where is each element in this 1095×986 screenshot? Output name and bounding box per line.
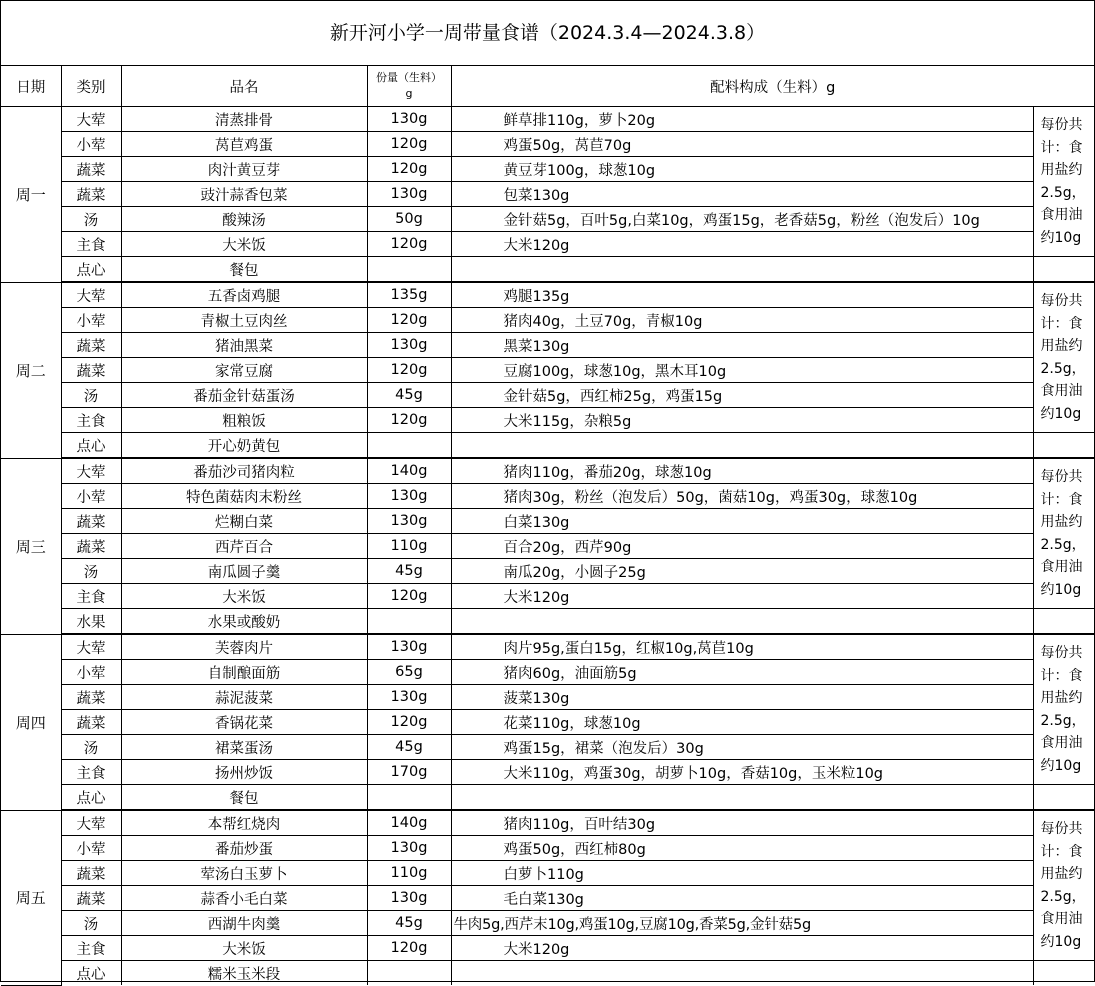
category-cell: 大荤 <box>61 634 121 660</box>
dish-cell: 番茄炒蛋 <box>121 836 367 861</box>
dish-cell: 五香卤鸡腿 <box>121 282 367 308</box>
table-row <box>1 886 1094 911</box>
category-cell: 主食 <box>61 408 121 433</box>
header-date: 日期 <box>1 66 61 107</box>
dish-cell: 大米饭 <box>121 936 367 961</box>
category-cell: 主食 <box>61 232 121 257</box>
quantity-cell: 120g <box>367 132 451 157</box>
category-cell: 点心 <box>61 785 121 811</box>
quantity-cell: 45g <box>367 559 451 584</box>
quantity-cell <box>367 785 451 811</box>
ingredients-cell <box>451 785 1033 811</box>
quantity-cell: 50g <box>367 207 451 232</box>
quantity-cell: 110g <box>367 861 451 886</box>
table-row <box>1 182 1094 207</box>
category-cell: 蔬菜 <box>61 358 121 383</box>
quantity-cell <box>367 433 451 459</box>
table-row <box>1 383 1094 408</box>
table-row <box>1 132 1094 157</box>
dish-cell: 粗粮饭 <box>121 408 367 433</box>
dish-cell: 大米饭 <box>121 232 367 257</box>
dish-cell: 青椒土豆肉丝 <box>121 308 367 333</box>
header-quantity-line2: g <box>405 87 413 100</box>
dish-cell: 裙菜蛋汤 <box>121 735 367 760</box>
quantity-cell <box>367 257 451 283</box>
ingredients-cell: 豆腐100g，球葱10g，黑木耳10g <box>451 358 1033 383</box>
table-row <box>1 157 1094 182</box>
dish-cell: 香锅花菜 <box>121 710 367 735</box>
dish-cell: 西湖牛肉羹 <box>121 911 367 936</box>
quantity-cell: 130g <box>367 107 451 132</box>
table-row <box>1 660 1094 685</box>
category-cell: 蔬菜 <box>61 685 121 710</box>
quantity-cell: 65g <box>367 660 451 685</box>
quantity-cell: 130g <box>367 333 451 358</box>
ingredients-cell: 毛白菜130g <box>451 886 1033 911</box>
ingredients-cell: 大米120g <box>451 936 1033 961</box>
ingredients-cell: 大米115g，杂粮5g <box>451 408 1033 433</box>
header-dish: 品名 <box>121 66 367 107</box>
dish-cell: 清蒸排骨 <box>121 107 367 132</box>
ingredients-cell: 南瓜20g，小圆子25g <box>451 559 1033 584</box>
ingredients-cell: 猪肉110g，番茄20g，球葱10g <box>451 458 1033 484</box>
dish-cell: 番茄金针菇蛋汤 <box>121 383 367 408</box>
category-cell: 水果 <box>61 609 121 635</box>
page-title: 新开河小学一周带量食谱（2024.3.4—2024.3.8） <box>1 1 1094 66</box>
category-cell: 点心 <box>61 257 121 283</box>
quantity-cell: 120g <box>367 232 451 257</box>
quantity-cell: 45g <box>367 735 451 760</box>
dish-cell: 猪油黑菜 <box>121 333 367 358</box>
table-row <box>1 232 1094 257</box>
dish-cell: 蒜香小毛白菜 <box>121 886 367 911</box>
category-cell: 蔬菜 <box>61 182 121 207</box>
table-row <box>1 559 1094 584</box>
ingredients-cell <box>451 609 1033 635</box>
category-cell: 蔬菜 <box>61 157 121 182</box>
quantity-cell: 130g <box>367 836 451 861</box>
ingredients-cell: 大米120g <box>451 584 1033 609</box>
quantity-cell: 45g <box>367 383 451 408</box>
category-cell: 蔬菜 <box>61 861 121 886</box>
quantity-cell: 130g <box>367 634 451 660</box>
ingredients-cell <box>451 433 1033 459</box>
quantity-cell: 135g <box>367 282 451 308</box>
seasoning-note: 每份共计：食用盐约2.5g，食用油约10g <box>1033 634 1094 785</box>
category-cell: 蔬菜 <box>61 710 121 735</box>
ingredients-cell: 黄豆芽100g，球葱10g <box>451 157 1033 182</box>
table-row <box>1 458 1094 484</box>
table-row <box>1 408 1094 433</box>
ingredients-cell: 金针菇5g，百叶5g,白菜10g，鸡蛋15g，老香菇5g，粉丝（泡发后）10g <box>451 207 1033 232</box>
category-cell: 汤 <box>61 559 121 584</box>
day-cell: 周四 <box>1 634 61 810</box>
quantity-cell <box>367 609 451 635</box>
quantity-cell: 120g <box>367 358 451 383</box>
category-cell: 蔬菜 <box>61 509 121 534</box>
header-category: 类别 <box>61 66 121 107</box>
table-row <box>1 861 1094 886</box>
table-row <box>1 433 1094 459</box>
quantity-cell: 130g <box>367 509 451 534</box>
ingredients-cell <box>451 257 1033 283</box>
quantity-cell: 120g <box>367 308 451 333</box>
quantity-cell: 120g <box>367 936 451 961</box>
table-row <box>1 685 1094 710</box>
day-cell: 周一 <box>1 107 61 283</box>
table-row <box>1 484 1094 509</box>
ingredients-cell: 菠菜130g <box>451 685 1033 710</box>
table-row <box>1 961 1094 986</box>
ingredients-cell: 黑菜130g <box>451 333 1033 358</box>
seasoning-note: 每份共计：食用盐约2.5g，食用油约10g <box>1033 282 1094 433</box>
quantity-cell: 130g <box>367 685 451 710</box>
ingredients-cell: 鸡腿135g <box>451 282 1033 308</box>
ingredients-cell: 金针菇5g，西红柿25g，鸡蛋15g <box>451 383 1033 408</box>
category-cell: 主食 <box>61 760 121 785</box>
ingredients-cell: 肉片95g,蛋白15g，红椒10g,莴苣10g <box>451 634 1033 660</box>
ingredients-cell: 百合20g，西芹90g <box>451 534 1033 559</box>
quantity-cell: 120g <box>367 584 451 609</box>
dish-cell: 酸辣汤 <box>121 207 367 232</box>
dish-cell: 家常豆腐 <box>121 358 367 383</box>
ingredients-cell: 鸡蛋50g，西红柿80g <box>451 836 1033 861</box>
ingredients-cell: 白菜130g <box>451 509 1033 534</box>
note-empty-cell <box>1033 785 1094 811</box>
category-cell: 主食 <box>61 936 121 961</box>
seasoning-note: 每份共计：食用盐约2.5g，食用油约10g <box>1033 107 1094 257</box>
dish-cell: 餐包 <box>121 257 367 283</box>
day-cell: 周三 <box>1 458 61 634</box>
menu-table <box>1 66 1094 986</box>
seasoning-note: 每份共计：食用盐约2.5g，食用油约10g <box>1033 458 1094 609</box>
ingredients-cell: 大米120g <box>451 232 1033 257</box>
header-ingredients: 配料构成（生料）g <box>451 66 1094 107</box>
dish-cell: 番茄沙司猪肉粒 <box>121 458 367 484</box>
table-header-row <box>1 66 1094 107</box>
quantity-cell: 120g <box>367 408 451 433</box>
table-row <box>1 509 1094 534</box>
table-row <box>1 735 1094 760</box>
category-cell: 点心 <box>61 433 121 459</box>
ingredients-cell: 大米110g，鸡蛋30g，胡萝卜10g，香菇10g，玉米粒10g <box>451 760 1033 785</box>
ingredients-cell: 鸡蛋50g，莴苣70g <box>451 132 1033 157</box>
table-row <box>1 911 1094 936</box>
dish-cell: 餐包 <box>121 785 367 811</box>
table-row <box>1 534 1094 559</box>
menu-body <box>1 107 1094 986</box>
dish-cell: 西芹百合 <box>121 534 367 559</box>
dish-cell: 本帮红烧肉 <box>121 810 367 836</box>
category-cell: 蔬菜 <box>61 534 121 559</box>
table-row <box>1 609 1094 635</box>
table-row <box>1 107 1094 132</box>
ingredients-cell: 鸡蛋15g，裙菜（泡发后）30g <box>451 735 1033 760</box>
table-row <box>1 207 1094 232</box>
category-cell: 汤 <box>61 911 121 936</box>
header-quantity <box>367 66 451 107</box>
day-cell: 周五 <box>1 810 61 985</box>
category-cell: 汤 <box>61 383 121 408</box>
dish-cell: 荤汤白玉萝卜 <box>121 861 367 886</box>
dish-cell: 莴苣鸡蛋 <box>121 132 367 157</box>
ingredients-cell: 包菜130g <box>451 182 1033 207</box>
category-cell: 蔬菜 <box>61 333 121 358</box>
quantity-cell: 130g <box>367 886 451 911</box>
note-empty-cell <box>1033 257 1094 283</box>
quantity-cell: 140g <box>367 810 451 836</box>
category-cell: 小荤 <box>61 836 121 861</box>
ingredients-cell: 花菜110g，球葱10g <box>451 710 1033 735</box>
ingredients-cell: 猪肉60g，油面筋5g <box>451 660 1033 685</box>
table-row <box>1 710 1094 735</box>
category-cell: 小荤 <box>61 132 121 157</box>
dish-cell: 水果或酸奶 <box>121 609 367 635</box>
dish-cell: 豉汁蒜香包菜 <box>121 182 367 207</box>
category-cell: 汤 <box>61 207 121 232</box>
day-cell: 周二 <box>1 282 61 458</box>
table-row <box>1 634 1094 660</box>
table-row <box>1 308 1094 333</box>
category-cell: 小荤 <box>61 660 121 685</box>
quantity-cell: 45g <box>367 911 451 936</box>
category-cell: 小荤 <box>61 484 121 509</box>
quantity-cell: 130g <box>367 484 451 509</box>
quantity-cell <box>367 961 451 986</box>
table-row <box>1 358 1094 383</box>
quantity-cell: 170g <box>367 760 451 785</box>
ingredients-cell: 猪肉110g，百叶结30g <box>451 810 1033 836</box>
dish-cell: 蒜泥菠菜 <box>121 685 367 710</box>
table-row <box>1 282 1094 308</box>
dish-cell: 糯米玉米段 <box>121 961 367 986</box>
category-cell: 大荤 <box>61 282 121 308</box>
table-row <box>1 836 1094 861</box>
category-cell: 蔬菜 <box>61 886 121 911</box>
note-empty-cell <box>1033 961 1094 986</box>
category-cell: 主食 <box>61 584 121 609</box>
quantity-cell: 130g <box>367 182 451 207</box>
dish-cell: 芙蓉肉片 <box>121 634 367 660</box>
dish-cell: 开心奶黄包 <box>121 433 367 459</box>
table-row <box>1 257 1094 283</box>
quantity-cell: 110g <box>367 534 451 559</box>
dish-cell: 大米饭 <box>121 584 367 609</box>
ingredients-cell: 鲜草排110g，萝卜20g <box>451 107 1033 132</box>
category-cell: 点心 <box>61 961 121 986</box>
quantity-cell: 120g <box>367 157 451 182</box>
dish-cell: 扬州炒饭 <box>121 760 367 785</box>
category-cell: 大荤 <box>61 107 121 132</box>
ingredients-cell: 猪肉40g，土豆70g，青椒10g <box>451 308 1033 333</box>
dish-cell: 南瓜圆子羹 <box>121 559 367 584</box>
dish-cell: 肉汁黄豆芽 <box>121 157 367 182</box>
table-row <box>1 936 1094 961</box>
quantity-cell: 140g <box>367 458 451 484</box>
seasoning-note: 每份共计：食用盐约2.5g，食用油约10g <box>1033 810 1094 961</box>
note-empty-cell <box>1033 433 1094 459</box>
category-cell: 大荤 <box>61 458 121 484</box>
note-empty-cell <box>1033 609 1094 635</box>
table-row <box>1 810 1094 836</box>
quantity-cell: 120g <box>367 710 451 735</box>
table-row <box>1 760 1094 785</box>
category-cell: 汤 <box>61 735 121 760</box>
category-cell: 小荤 <box>61 308 121 333</box>
table-row <box>1 785 1094 811</box>
ingredients-cell: 牛肉5g,西芹末10g,鸡蛋10g,豆腐10g,香菜5g,金针菇5g <box>451 911 1033 936</box>
ingredients-cell: 猪肉30g，粉丝（泡发后）50g，菌菇10g，鸡蛋30g，球葱10g <box>451 484 1033 509</box>
ingredients-cell <box>451 961 1033 986</box>
ingredients-cell: 白萝卜110g <box>451 861 1033 886</box>
header-quantity-line1: 份量（生料） <box>376 71 442 84</box>
dish-cell: 烂糊白菜 <box>121 509 367 534</box>
table-row <box>1 584 1094 609</box>
table-row <box>1 333 1094 358</box>
category-cell: 大荤 <box>61 810 121 836</box>
dish-cell: 自制酿面筋 <box>121 660 367 685</box>
dish-cell: 特色菌菇肉末粉丝 <box>121 484 367 509</box>
